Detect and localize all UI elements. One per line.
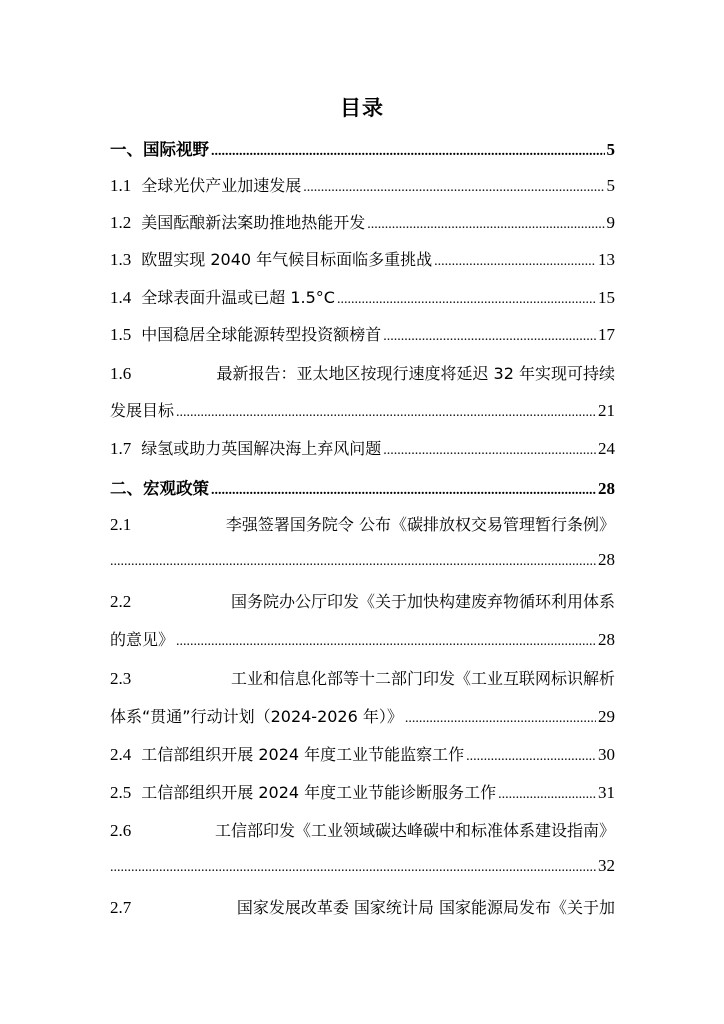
dot-leader [383, 443, 596, 459]
toc-page-number: 31 [598, 783, 615, 802]
toc-entry-text-continued: 发展目标 [110, 401, 175, 420]
toc-entry-text: 国务院办公厅印发《关于加快构建废弃物循环利用体系 [230, 592, 615, 611]
dot-leader [367, 217, 604, 233]
dot-leader [434, 254, 596, 270]
toc-entry-text: 美国酝酿新法案助推地热能开发 [141, 213, 366, 232]
toc-page-number: 5 [606, 140, 615, 159]
toc-page-number: 28 [598, 630, 615, 649]
toc-page-number: 15 [598, 288, 615, 307]
toc-entry-text: 绿氢或助力英国解决海上弃风问题 [141, 439, 382, 458]
toc-page-number: 30 [598, 745, 615, 764]
dot-leader [303, 180, 604, 196]
toc-entry-text: 中国稳居全球能源转型投资额榜首 [141, 325, 382, 344]
toc-page-number: 32 [598, 856, 615, 875]
toc-entry-text: 国家发展改革委 国家统计局 国家能源局发布《关于加 [236, 898, 615, 917]
toc-entry-2-1-line2[interactable] [110, 550, 615, 574]
toc-entry-number: 1.4 [110, 288, 132, 307]
dot-leader [498, 787, 596, 803]
toc-entry-1-3[interactable] [110, 247, 615, 271]
toc-entry-text-continued: 的意见》 [110, 630, 175, 649]
toc-entry-2-4[interactable] [110, 742, 615, 766]
dot-leader [211, 144, 605, 160]
toc-entry-2-3-line2[interactable] [110, 704, 615, 728]
toc-page-number: 28 [598, 479, 615, 498]
toc-page-number: 24 [598, 439, 615, 458]
toc-entry-2-6-line1[interactable] [110, 818, 615, 842]
toc-entry-1-1[interactable] [110, 173, 615, 197]
toc-entry-number: 1.3 [110, 250, 132, 269]
toc-entry-text: 李强签署国务院令 公布《碳排放权交易管理暂行条例》 [225, 515, 615, 534]
toc-entry-text: 全球表面升温或已超 1.5°C [141, 288, 335, 307]
toc-entry-number: 2.6 [110, 821, 132, 840]
dot-leader [405, 711, 596, 727]
toc-entry-1-6-line2[interactable] [110, 398, 615, 422]
toc-entry-text: 最新报告：亚太地区按现行速度将延迟 32 年实现可持续 [216, 364, 615, 383]
toc-entry-text: 二、宏观政策 [110, 479, 209, 498]
toc-entry-number: 2.7 [110, 898, 132, 917]
dot-leader [337, 292, 596, 308]
toc-entry-text: 欧盟实现 2040 年气候目标面临多重挑战 [141, 250, 433, 269]
toc-entry-2-2-line1[interactable] [110, 589, 615, 613]
toc-page-number: 28 [598, 550, 615, 569]
toc-chapter-2[interactable] [110, 475, 615, 499]
dot-leader [176, 405, 596, 421]
toc-entry-1-4[interactable] [110, 285, 615, 309]
toc-entry-text: 工信部组织开展 2024 年度工业节能诊断服务工作 [141, 783, 497, 802]
toc-entry-2-5[interactable] [110, 780, 615, 804]
toc-page-number: 17 [598, 325, 615, 344]
dot-leader [383, 329, 596, 345]
toc-entry-1-2[interactable] [110, 210, 615, 234]
toc-entry-2-3-line1[interactable] [110, 666, 615, 690]
toc-page-number: 29 [598, 707, 615, 726]
toc-entry-text: 工业和信息化部等十二部门印发《工业互联网标识解析 [230, 669, 615, 688]
toc-entry-number: 1.2 [110, 213, 132, 232]
dot-leader [176, 634, 596, 650]
toc-page-number: 9 [606, 213, 615, 232]
toc-entry-number: 1.5 [110, 325, 132, 344]
toc-entry-2-7-line1[interactable] [110, 895, 615, 919]
toc-entry-number: 1.6 [110, 364, 132, 383]
toc-entry-text: 工信部组织开展 2024 年度工业节能监察工作 [141, 745, 465, 764]
toc-entry-number: 2.1 [110, 515, 132, 534]
toc-entry-text-continued: 体系“贯通”行动计划（2024-2026 年）》 [110, 707, 403, 726]
toc-entry-number: 2.4 [110, 745, 132, 764]
toc-entry-1-5[interactable] [110, 322, 615, 346]
toc-entry-1-6-line1[interactable] [110, 361, 615, 385]
toc-page-number: 21 [598, 401, 615, 420]
toc-title: 目录 [340, 96, 384, 120]
toc-page-number: 13 [598, 250, 615, 269]
dot-leader [466, 749, 596, 765]
toc-entry-2-6-line2[interactable] [110, 856, 615, 880]
toc-page-number: 5 [606, 176, 615, 195]
toc-entry-text: 全球光伏产业加速发展 [141, 176, 302, 195]
toc-entry-2-2-line2[interactable] [110, 627, 615, 651]
toc-entry-number: 2.3 [110, 669, 132, 688]
toc-entry-number: 1.1 [110, 176, 132, 195]
toc-entry-1-7[interactable] [110, 436, 615, 460]
dot-leader [110, 554, 596, 570]
toc-entry-number: 1.7 [110, 439, 132, 458]
toc-entry-text: 工信部印发《工业领域碳达峰碳中和标准体系建设指南》 [214, 821, 615, 840]
toc-entry-number: 2.2 [110, 592, 132, 611]
toc-entry-number: 2.5 [110, 783, 132, 802]
toc-entry-2-1-line1[interactable] [110, 512, 615, 536]
toc-chapter-1[interactable] [110, 136, 615, 160]
toc-entry-text: 一、国际视野 [110, 140, 209, 159]
dot-leader [211, 483, 596, 499]
dot-leader [110, 860, 596, 876]
